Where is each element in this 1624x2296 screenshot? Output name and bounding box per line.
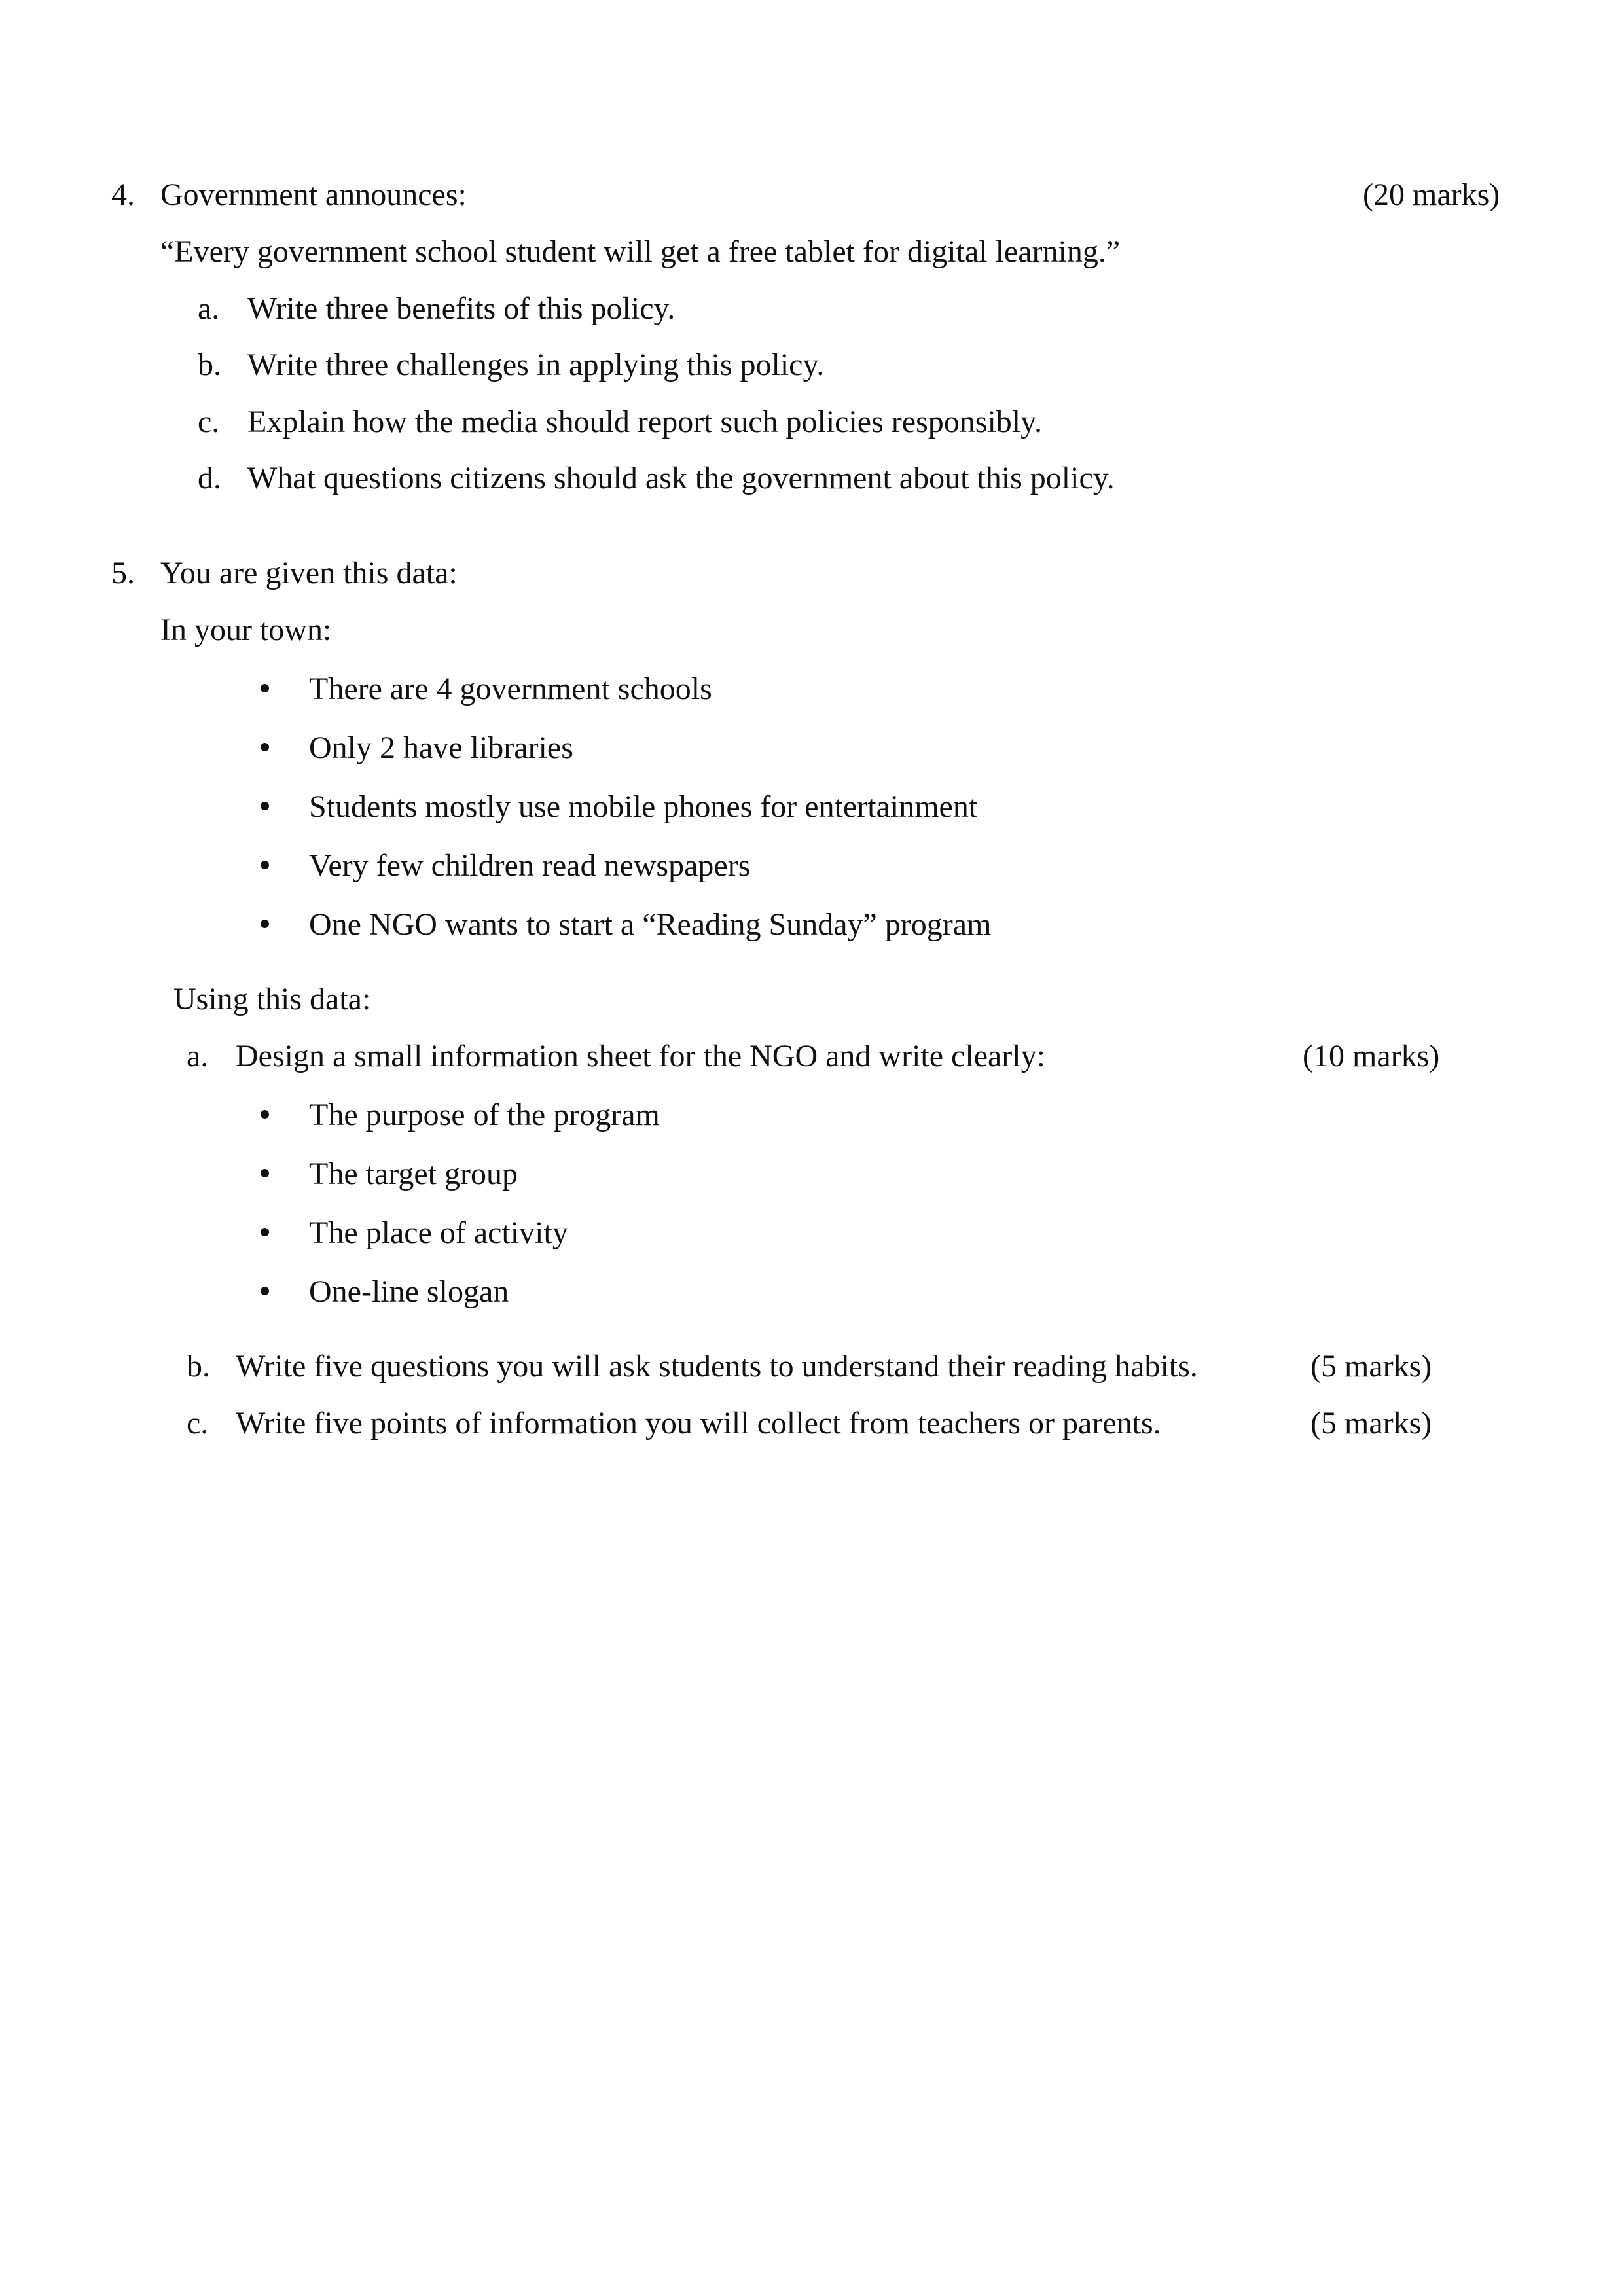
sheet-item: The target group (309, 1157, 518, 1191)
data-point: There are 4 government schools (309, 672, 712, 706)
question-heading: Government announces: (160, 177, 467, 212)
sheet-item: The purpose of the program (309, 1098, 660, 1132)
data-point: One NGO wants to start a “Reading Sunday” program (309, 907, 992, 942)
marks-label: (5 marks) (1310, 1406, 1432, 1441)
part-text: Write five questions you will ask students to understand their reading habits. (236, 1349, 1198, 1384)
marks-label: (5 marks) (1310, 1349, 1432, 1384)
using-data-label: Using this data: (173, 982, 371, 1016)
bullet-icon (261, 1169, 269, 1177)
part-label: b. (187, 1349, 210, 1384)
part-label: b. (198, 348, 221, 382)
part-text: Design a small information sheet for the NGO and write clearly: (236, 1039, 1045, 1073)
bullet-icon (261, 1228, 269, 1236)
marks-label: (20 marks) (1363, 177, 1500, 212)
part-label: d. (198, 461, 221, 495)
question-heading: You are given this data: (160, 556, 458, 590)
bullet-icon (261, 743, 269, 751)
sheet-item: The place of activity (309, 1215, 568, 1250)
bullet-icon (261, 684, 269, 692)
bullet-icon (261, 920, 269, 928)
part-label: c. (187, 1406, 209, 1441)
data-point: Only 2 have libraries (309, 730, 573, 765)
bullet-icon (261, 861, 269, 869)
part-text: Write three challenges in applying this policy. (247, 348, 825, 382)
part-text: What questions citizens should ask the government about this policy. (247, 461, 1115, 495)
data-point: Students mostly use mobile phones for entertainment (309, 789, 978, 824)
part-label: a. (198, 291, 220, 326)
part-text: Explain how the media should report such policies responsibly. (247, 404, 1042, 439)
bullet-icon (261, 1287, 269, 1295)
bullet-icon (261, 1110, 269, 1119)
data-subheading: In your town: (160, 613, 332, 647)
sheet-item: One-line slogan (309, 1274, 509, 1309)
marks-label: (10 marks) (1303, 1039, 1440, 1073)
data-point: Very few children read newspapers (309, 848, 751, 883)
announcement-quote: “Every government school student will get a free tablet for digital learning.” (160, 234, 1121, 269)
bullet-icon (261, 802, 269, 810)
part-text: Write five points of information you will collect from teachers or parents. (236, 1406, 1161, 1441)
part-label: a. (187, 1039, 209, 1073)
question-number: 4. (111, 177, 135, 212)
part-label: c. (198, 404, 220, 439)
question-number: 5. (111, 556, 135, 590)
part-text: Write three benefits of this policy. (247, 291, 676, 326)
